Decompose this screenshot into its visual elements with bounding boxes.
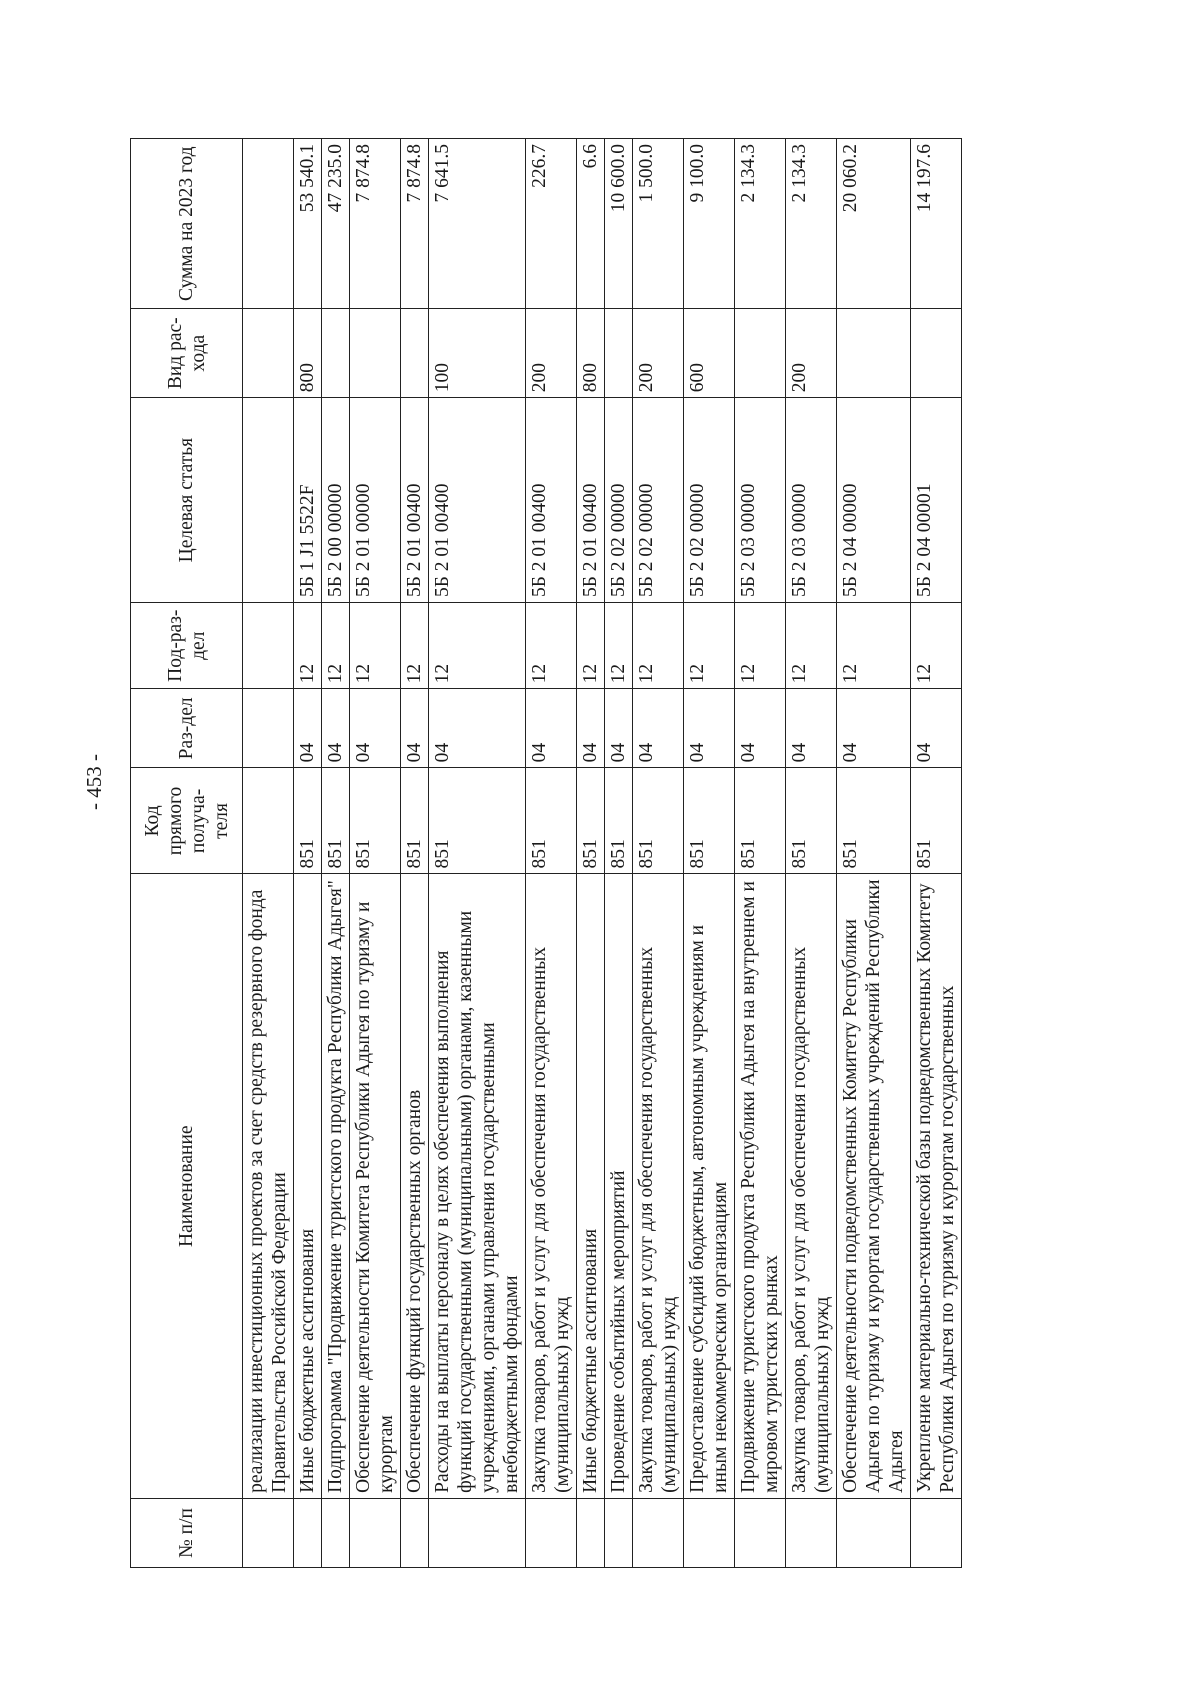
cell-kind: 200 xyxy=(786,309,837,398)
cell-name: Закупка товаров, работ и услуг для обеспечения государственных (муниципальных) нужд xyxy=(633,874,684,1498)
cell-section: 04 xyxy=(429,689,526,768)
cell-sum xyxy=(243,139,294,309)
cell-recipient: 851 xyxy=(911,768,962,874)
cell-name: Подпрограмма "Продвижение туристского продукта Республики Адыгея" xyxy=(322,874,350,1498)
cell-kind: 600 xyxy=(684,309,735,398)
cell-name: Предоставление субсидий бюджетным, автономным учреждениям и иным некоммерческим организациям xyxy=(684,874,735,1498)
cell-section: 04 xyxy=(911,689,962,768)
cell-subsection: 12 xyxy=(837,603,911,689)
cell-article: 5Б 2 04 00000 xyxy=(837,398,911,603)
cell-idx xyxy=(577,1498,605,1567)
cell-sum: 53 540.1 xyxy=(294,139,322,309)
header-kind: Вид рас-хода xyxy=(131,309,243,398)
cell-subsection: 12 xyxy=(526,603,577,689)
cell-section: 04 xyxy=(786,689,837,768)
cell-sum: 14 197.6 xyxy=(911,139,962,309)
table-row xyxy=(243,139,294,1568)
cell-kind xyxy=(243,309,294,398)
cell-idx xyxy=(526,1498,577,1567)
cell-section xyxy=(243,689,294,768)
cell-section: 04 xyxy=(837,689,911,768)
cell-subsection: 12 xyxy=(786,603,837,689)
cell-idx xyxy=(322,1498,350,1567)
cell-name: Закупка товаров, работ и услуг для обеспечения государственных (муниципальных) нужд xyxy=(526,874,577,1498)
cell-section: 04 xyxy=(605,689,633,768)
cell-name: Закупка товаров, работ и услуг для обеспечения государственных (муниципальных) нужд xyxy=(786,874,837,1498)
cell-subsection: 12 xyxy=(322,603,350,689)
table-row xyxy=(684,139,735,1568)
cell-name: Обеспечение деятельности подведомственных Комитету Республики Адыгея по туризму и курортам государственных учреждений Республики Адыгея xyxy=(837,874,911,1498)
cell-article xyxy=(243,398,294,603)
cell-kind: 200 xyxy=(526,309,577,398)
cell-sum: 9 100.0 xyxy=(684,139,735,309)
cell-sum: 7 874.8 xyxy=(350,139,401,309)
cell-section: 04 xyxy=(633,689,684,768)
header-article: Целевая статья xyxy=(131,398,243,603)
cell-subsection: 12 xyxy=(911,603,962,689)
cell-article: 5Б 1 J1 5522F xyxy=(294,398,322,603)
cell-idx xyxy=(429,1498,526,1567)
cell-section: 04 xyxy=(526,689,577,768)
cell-kind: 800 xyxy=(294,309,322,398)
cell-sum: 2 134.3 xyxy=(735,139,786,309)
cell-recipient: 851 xyxy=(401,768,429,874)
cell-recipient: 851 xyxy=(429,768,526,874)
cell-article: 5Б 2 01 00400 xyxy=(577,398,605,603)
cell-article: 5Б 2 02 00000 xyxy=(605,398,633,603)
table-body xyxy=(243,139,962,1568)
cell-kind xyxy=(401,309,429,398)
cell-name: Обеспечение функций государственных органов xyxy=(401,874,429,1498)
cell-name: Обеспечение деятельности Комитета Республики Адыгея по туризму и курортам xyxy=(350,874,401,1498)
cell-recipient xyxy=(243,768,294,874)
cell-name: Проведение событийных мероприятий xyxy=(605,874,633,1498)
cell-idx xyxy=(605,1498,633,1567)
table-row xyxy=(633,139,684,1568)
cell-article: 5Б 2 03 00000 xyxy=(735,398,786,603)
cell-recipient: 851 xyxy=(837,768,911,874)
cell-sum: 6.6 xyxy=(577,139,605,309)
cell-subsection: 12 xyxy=(577,603,605,689)
cell-section: 04 xyxy=(350,689,401,768)
cell-idx xyxy=(735,1498,786,1567)
cell-idx xyxy=(684,1498,735,1567)
cell-idx xyxy=(911,1498,962,1567)
rotated-table-wrapper xyxy=(130,138,1040,1568)
cell-kind xyxy=(911,309,962,398)
cell-article: 5Б 2 01 00400 xyxy=(401,398,429,603)
cell-recipient: 851 xyxy=(633,768,684,874)
table-row xyxy=(401,139,429,1568)
cell-idx xyxy=(786,1498,837,1567)
table-row xyxy=(294,139,322,1568)
cell-sum: 7 874.8 xyxy=(401,139,429,309)
cell-article: 5Б 2 04 00001 xyxy=(911,398,962,603)
header-recipient: Код прямого получа-теля xyxy=(131,768,243,874)
table-row xyxy=(911,139,962,1568)
cell-recipient: 851 xyxy=(786,768,837,874)
cell-kind xyxy=(735,309,786,398)
cell-kind: 100 xyxy=(429,309,526,398)
table-row xyxy=(429,139,526,1568)
cell-idx xyxy=(350,1498,401,1567)
cell-section: 04 xyxy=(401,689,429,768)
cell-name: реализации инвестиционных проектов за счет средств резервного фонда Правительства Российской Федерации xyxy=(243,874,294,1498)
cell-kind: 200 xyxy=(633,309,684,398)
cell-recipient: 851 xyxy=(322,768,350,874)
cell-article: 5Б 2 01 00400 xyxy=(429,398,526,603)
cell-subsection: 12 xyxy=(429,603,526,689)
cell-section: 04 xyxy=(735,689,786,768)
cell-section: 04 xyxy=(294,689,322,768)
cell-kind xyxy=(350,309,401,398)
cell-article: 5Б 2 02 00000 xyxy=(684,398,735,603)
cell-name: Иные бюджетные ассигнования xyxy=(577,874,605,1498)
cell-recipient: 851 xyxy=(350,768,401,874)
header-name: Наименование xyxy=(131,874,243,1498)
page-number: - 453 - xyxy=(82,754,106,810)
cell-section: 04 xyxy=(322,689,350,768)
cell-article: 5Б 2 01 00400 xyxy=(526,398,577,603)
cell-kind xyxy=(605,309,633,398)
cell-kind xyxy=(322,309,350,398)
table-row xyxy=(350,139,401,1568)
cell-kind: 800 xyxy=(577,309,605,398)
cell-section: 04 xyxy=(577,689,605,768)
header-idx: № п/п xyxy=(131,1498,243,1567)
cell-section: 04 xyxy=(684,689,735,768)
cell-sum: 7 641.5 xyxy=(429,139,526,309)
cell-sum: 47 235.0 xyxy=(322,139,350,309)
cell-subsection: 12 xyxy=(735,603,786,689)
cell-article: 5Б 2 00 00000 xyxy=(322,398,350,603)
cell-recipient: 851 xyxy=(577,768,605,874)
cell-subsection: 12 xyxy=(401,603,429,689)
header-sum: Сумма на 2023 год xyxy=(131,139,243,309)
table-row xyxy=(735,139,786,1568)
budget-table xyxy=(130,138,962,1568)
table-row xyxy=(322,139,350,1568)
table-row xyxy=(837,139,911,1568)
cell-idx xyxy=(294,1498,322,1567)
cell-idx xyxy=(837,1498,911,1567)
cell-recipient: 851 xyxy=(684,768,735,874)
cell-kind xyxy=(837,309,911,398)
table-header-row xyxy=(131,139,243,1568)
cell-subsection xyxy=(243,603,294,689)
cell-subsection: 12 xyxy=(350,603,401,689)
cell-idx xyxy=(243,1498,294,1567)
table-row xyxy=(526,139,577,1568)
cell-sum: 2 134.3 xyxy=(786,139,837,309)
cell-article: 5Б 2 03 00000 xyxy=(786,398,837,603)
table-row xyxy=(577,139,605,1568)
cell-recipient: 851 xyxy=(294,768,322,874)
cell-sum: 20 060.2 xyxy=(837,139,911,309)
cell-subsection: 12 xyxy=(684,603,735,689)
table-row xyxy=(786,139,837,1568)
cell-article: 5Б 2 02 00000 xyxy=(633,398,684,603)
cell-idx xyxy=(401,1498,429,1567)
cell-article: 5Б 2 01 00000 xyxy=(350,398,401,603)
cell-name: Расходы на выплаты персоналу в целях обеспечения выполнения функций государственными (муниципальными) органами, казенными учреждениями, органами управления государственными внебюджетными фондами xyxy=(429,874,526,1498)
cell-recipient: 851 xyxy=(526,768,577,874)
cell-sum: 1 500.0 xyxy=(633,139,684,309)
cell-recipient: 851 xyxy=(605,768,633,874)
table-row xyxy=(605,139,633,1568)
cell-subsection: 12 xyxy=(294,603,322,689)
cell-name: Иные бюджетные ассигнования xyxy=(294,874,322,1498)
cell-name: Укрепление материально-технической базы подведомственных Комитету Республики Адыгея по туризму и курортам государственных xyxy=(911,874,962,1498)
cell-name: Продвижение туристского продукта Республики Адыгея на внутреннем и мировом туристских рынках xyxy=(735,874,786,1498)
cell-idx xyxy=(633,1498,684,1567)
cell-recipient: 851 xyxy=(735,768,786,874)
cell-subsection: 12 xyxy=(605,603,633,689)
header-section: Раз-дел xyxy=(131,689,243,768)
cell-sum: 226.7 xyxy=(526,139,577,309)
cell-subsection: 12 xyxy=(633,603,684,689)
header-subsection: Под-раз-дел xyxy=(131,603,243,689)
cell-sum: 10 600.0 xyxy=(605,139,633,309)
